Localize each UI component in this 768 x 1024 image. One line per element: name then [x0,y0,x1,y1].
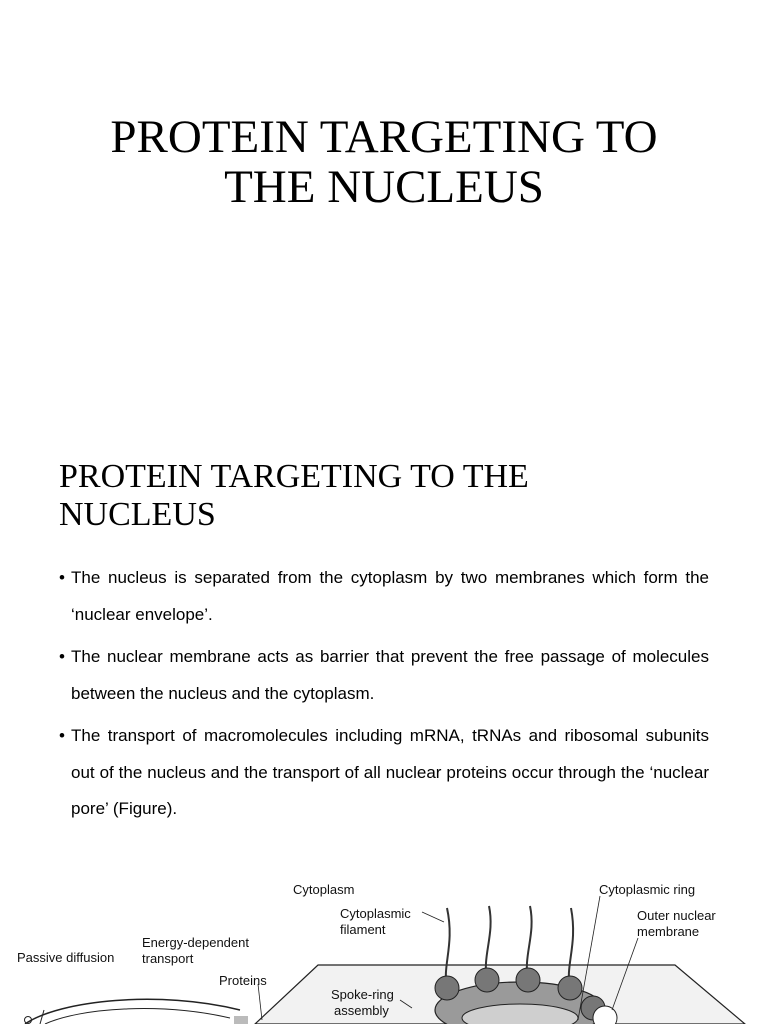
label-proteins: Proteins [219,973,267,988]
label-outer-membrane-line-2: membrane [637,924,700,939]
ring-subunit [435,976,459,1000]
main-title [40,112,728,212]
label-energy-line-1: Energy-dependent [142,935,249,950]
bullet-item [59,718,709,828]
bullet-item [59,639,709,712]
label-spoke-ring-line-1: Spoke-ring [331,987,394,1002]
label-cytoplasm: Cytoplasm [293,882,355,897]
label-spoke-ring-line-2: assembly [334,1003,389,1018]
bullet-item [59,560,709,633]
label-energy-dependent-transport [142,935,249,967]
outer-arc [25,999,240,1024]
slide-heading-line-1: PROTEIN TARGETING TO THE [59,458,529,495]
bullet-dot-icon: • [59,568,65,587]
nuclear-pore-figure [0,860,768,1024]
label-outer-nuclear-membrane [637,908,716,940]
bullet-dot-icon: • [59,726,65,745]
ring-subunit [475,968,499,992]
bullet-text: The nuclear membrane acts as barrier that prevent the free passage of molecules between the nucleus and the cytoplasm. [71,647,709,703]
label-cytoplasmic-filament-line-2: filament [340,922,386,937]
protein-icon [234,1016,248,1024]
label-outer-membrane-line-1: Outer nuclear [637,908,716,923]
bullet-list [59,560,709,834]
label-cytoplasmic-filament [340,906,411,938]
ring-subunit [558,976,582,1000]
label-cytoplasmic-ring: Cytoplasmic ring [599,882,696,897]
main-title-line-2: THE NUCLEUS [224,161,544,213]
bullet-text: The transport of macromolecules including mRNA, tRNAs and ribosomal subunits out of the nucleus and the transport of all nuclear proteins occur through the ‘nuclear pore’ (Figure). [71,726,709,818]
inner-arc [45,1009,230,1024]
label-passive-diffusion: Passive diffusion [17,950,115,965]
title-slide [0,0,768,430]
bullet-dot-icon: • [59,647,65,666]
slide-heading [59,458,529,534]
label-spoke-ring-assembly [331,987,394,1019]
ring-subunit [516,968,540,992]
label-cytoplasmic-filament-line-1: Cytoplasmic [340,906,411,921]
bullet-text: The nucleus is separated from the cytoplasm by two membranes which form the ‘nuclear envelope’. [71,568,709,624]
slide-heading-line-2: NUCLEUS [59,496,216,533]
main-title-line-1: PROTEIN TARGETING TO [110,111,658,163]
label-energy-line-2: transport [142,951,194,966]
